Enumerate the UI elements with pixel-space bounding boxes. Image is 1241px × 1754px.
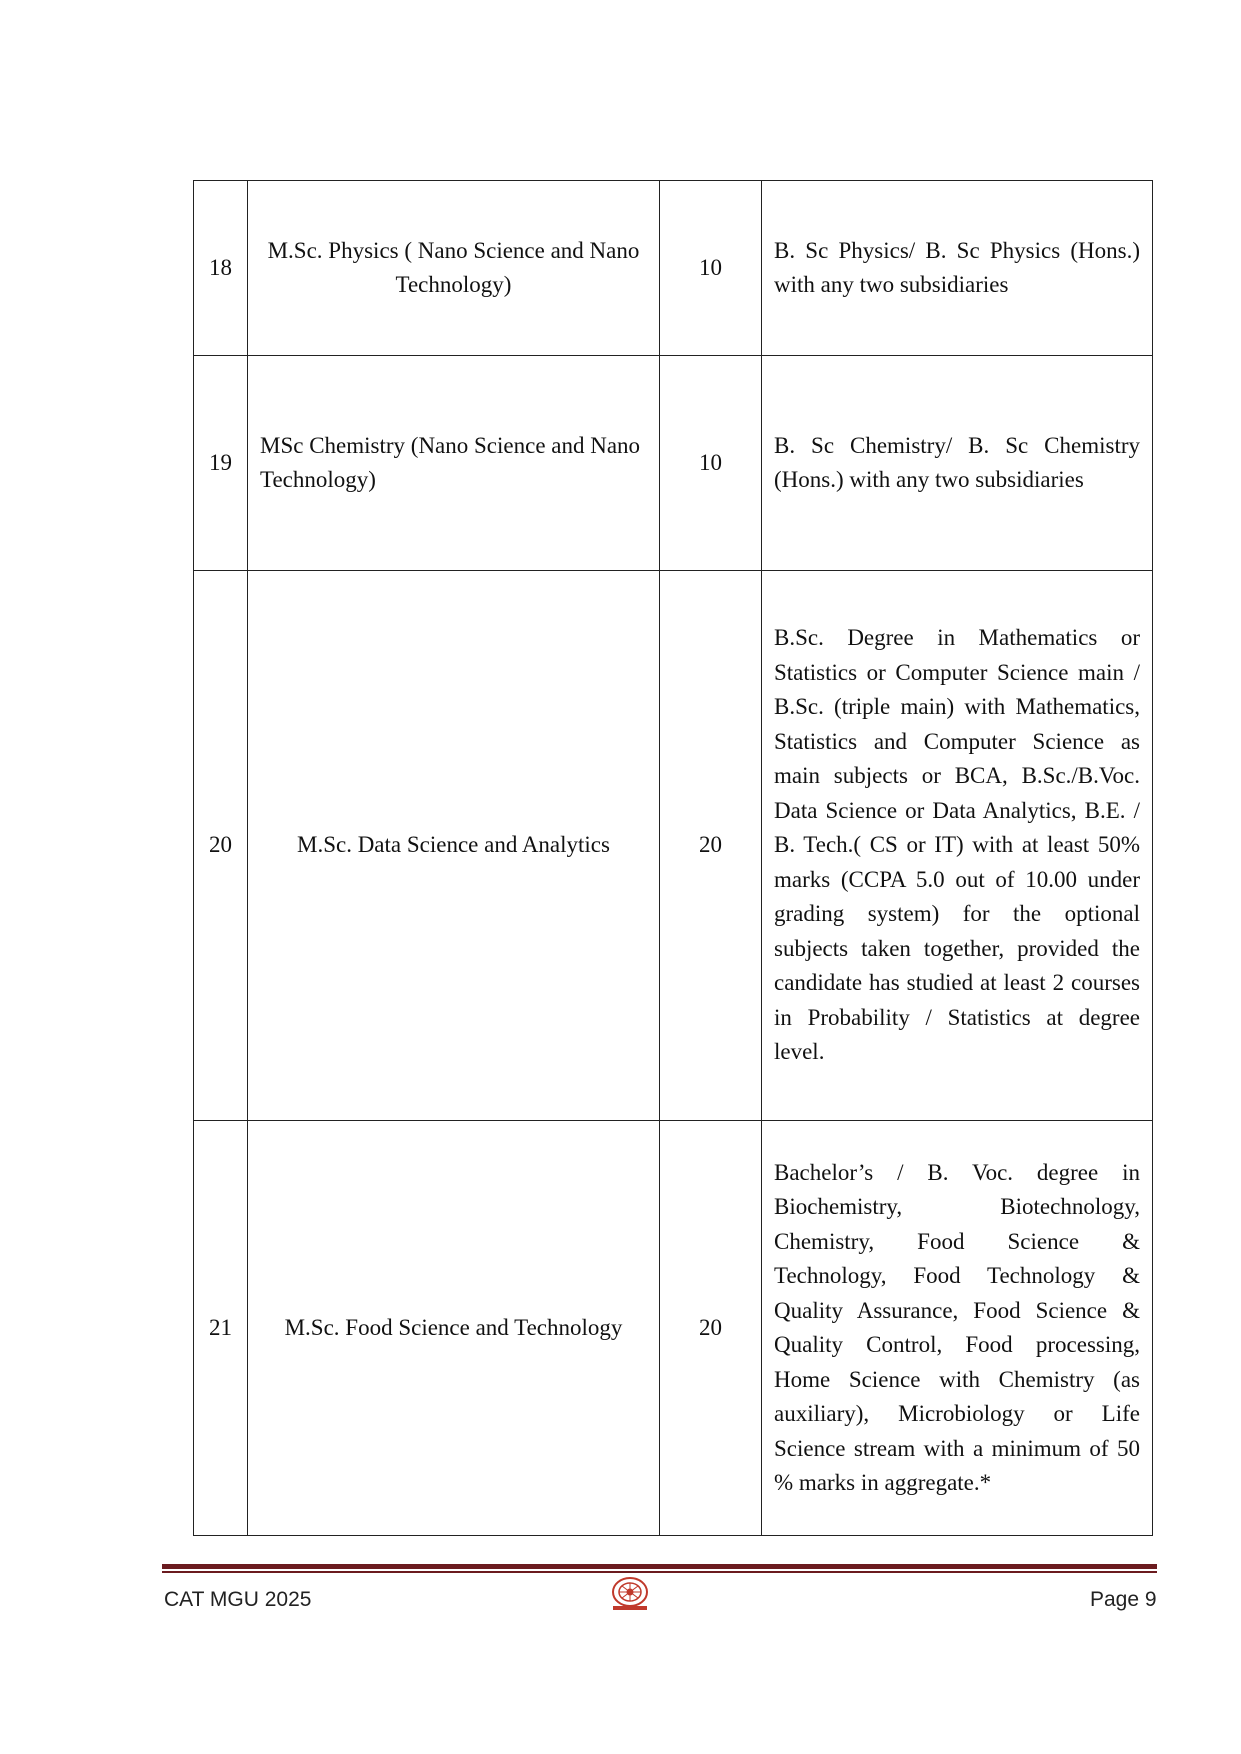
seat-count: 10 xyxy=(660,181,762,356)
footer-title: CAT MGU 2025 xyxy=(164,1588,312,1611)
footer-rule-thin xyxy=(162,1571,1157,1573)
eligibility-text: Bachelor’s / B. Voc. degree in Biochemistry, Biotechnology, Chemistry, Food Science & Technology, Food Technology & Quality Assurance, Food Science & Quality Control, Food processing, Home Science with Chemistry (as auxiliary), Microbiology or Life Science stream with a minimum of 50 % marks in aggregate.* xyxy=(762,1121,1153,1536)
programme-name: M.Sc. Data Science and Analytics xyxy=(248,571,660,1121)
footer-rule xyxy=(162,1564,1157,1569)
seat-count: 20 xyxy=(660,571,762,1121)
programme-name: M.Sc. Physics ( Nano Science and Nano Technology) xyxy=(248,181,660,356)
programme-name: M.Sc. Food Science and Technology xyxy=(248,1121,660,1536)
eligibility-text: B. Sc Chemistry/ B. Sc Chemistry (Hons.) with any two subsidiaries xyxy=(762,356,1153,571)
table-row xyxy=(194,356,1153,571)
programme-name: MSc Chemistry (Nano Science and Nano Technology) xyxy=(248,356,660,571)
eligibility-text: B. Sc Physics/ B. Sc Physics (Hons.) with any two subsidiaries xyxy=(762,181,1153,356)
serial-number: 20 xyxy=(194,571,248,1121)
university-emblem-icon xyxy=(608,1575,652,1613)
programme-table xyxy=(193,180,1153,1536)
page-number: Page 9 xyxy=(1090,1588,1157,1611)
seat-count: 20 xyxy=(660,1121,762,1536)
eligibility-text: B.Sc. Degree in Mathematics or Statistics or Computer Science main / B.Sc. (triple main) with Mathematics, Statistics and Computer Science as main subjects or BCA, B.Sc./B.Voc. Data Science or Data Analytics, B.E. / B. Tech.( CS or IT) with at least 50% marks (CCPA 5.0 out of 10.00 under grading system) for the optional subjects taken together, provided the candidate has studied at least 2 courses in Probability / Statistics at degree level. xyxy=(762,571,1153,1121)
serial-number: 19 xyxy=(194,356,248,571)
seat-count: 10 xyxy=(660,356,762,571)
table-row xyxy=(194,1121,1153,1536)
serial-number: 18 xyxy=(194,181,248,356)
table-row xyxy=(194,181,1153,356)
table-row xyxy=(194,571,1153,1121)
serial-number: 21 xyxy=(194,1121,248,1536)
